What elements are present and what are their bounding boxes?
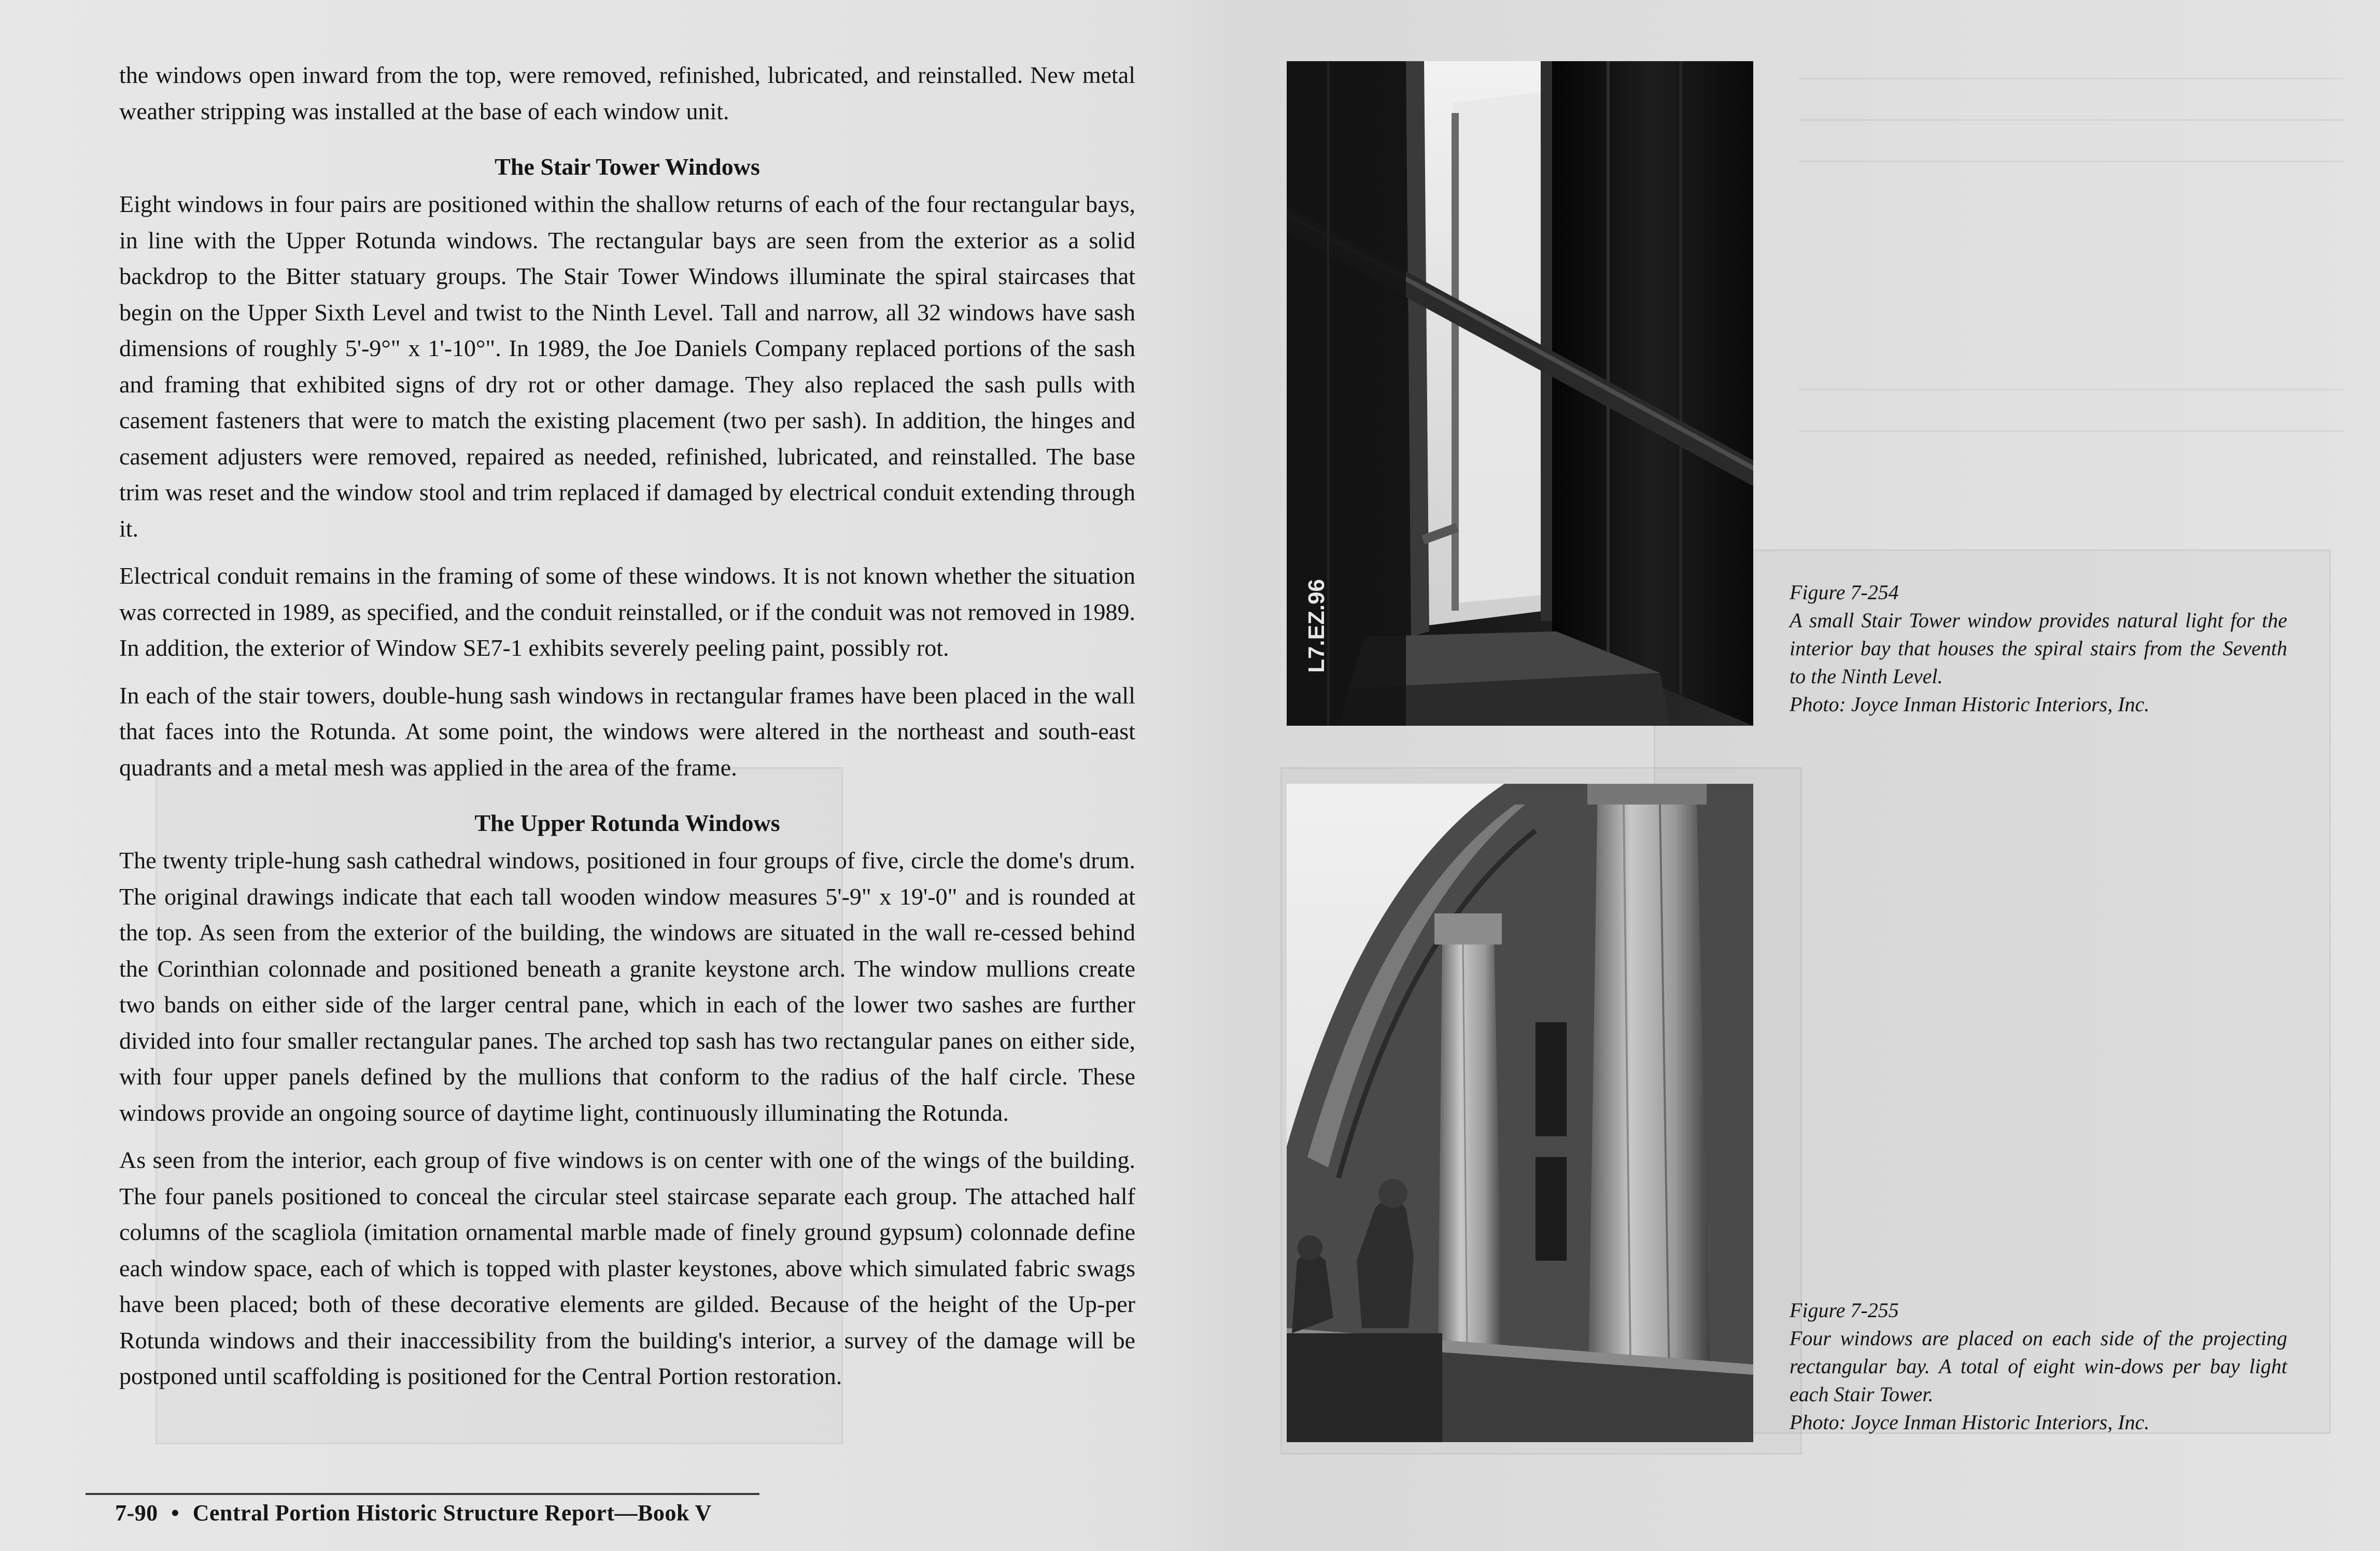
page-footer <box>115 1500 712 1526</box>
book-title: Central Portion Historic Structure Report—Book V <box>192 1500 712 1526</box>
bleed-through-shadow <box>1799 430 2343 432</box>
photo-stamp: L7.EZ.96 <box>1304 579 1329 673</box>
figure-credit: Photo: Joyce Inman Historic Interiors, Inc. <box>1790 1411 2150 1434</box>
bleed-through-shadow <box>1799 389 2343 390</box>
figure-text: A small Stair Tower window provides natural light for the interior bay that houses the spiral stairs from the Seventh to the Ninth Level. <box>1790 609 2287 688</box>
bleed-through-shadow <box>1799 161 2343 162</box>
photo-stair-window-drawing <box>1287 61 1753 726</box>
page-number: 7-90 <box>115 1500 158 1526</box>
figure-caption-7-254 <box>1790 579 2287 718</box>
paragraph: In each of the stair towers, double-hung sash windows in rectangular frames have been placed in the wall that faces into the Rotunda. At some point, the windows were altered in the northeast and south-east quadrants and a metal mesh was applied in the area of the frame. <box>119 682 1135 781</box>
figure-photo-stair-window <box>1287 61 1753 726</box>
bleed-through-shadow <box>1799 119 2343 121</box>
footer-rule <box>86 1493 759 1495</box>
figure-credit: Photo: Joyce Inman Historic Interiors, Inc. <box>1790 693 2150 716</box>
paragraph: Electrical conduit remains in the framing of some of these windows. It is not known whether the situation was corrected in 1989, as specified, and the conduit reinstalled, or if the conduit was not removed in 1989. In addition, the exterior of Window SE7-1 exhibits severely peeling paint, possibly rot. <box>119 562 1135 661</box>
figure-caption-7-255 <box>1790 1296 2287 1436</box>
paragraph: As seen from the interior, each group of five windows is on center with one of the wings of the building. The four panels positioned to conceal the circular steel staircase separate each group. The attached half columns of the scagliola (imitation ornamental marble made of finely ground gypsum) colonnade define each window space, each of which is topped with plaster keystones, above which simulated fabric swags have been placed; both of these decorative elements are gilded. Because of the height of the Up-per Rotunda windows and their inaccessibility from the building's interior, a survey of the damage will be postponed until scaffolding is positioned for the Central Portion restoration. <box>119 1147 1135 1389</box>
section-heading-upper-rotunda: The Upper Rotunda Windows <box>474 810 780 836</box>
footer-bullet: • <box>171 1500 180 1526</box>
section-heading-stair-tower: The Stair Tower Windows <box>495 153 760 180</box>
left-page-body <box>119 57 1135 1406</box>
paragraph: the windows open inward from the top, were removed, refinished, lubricated, and reinstalled. New metal weather stripping was installed at the base of each window unit. <box>119 62 1135 124</box>
bleed-through-shadow <box>1799 78 2343 79</box>
figure-photo-rotunda-colonnade <box>1287 784 1753 1442</box>
figure-text: Four windows are placed on each side of the projecting rectangular bay. A total of eight win-dows per bay light each Stair Tower. <box>1790 1327 2287 1406</box>
figure-number: Figure 7-255 <box>1790 1299 1899 1322</box>
figure-number: Figure 7-254 <box>1790 581 1899 604</box>
paragraph: Eight windows in four pairs are positioned within the shallow returns of each of the four rectangular bays, in line with the Upper Rotunda windows. The rectangular bays are seen from the exterior as a solid backdrop to the Bitter statuary groups. The Stair Tower Windows illuminate the spiral staircases that begin on the Upper Sixth Level and twist to the Ninth Level. Tall and narrow, all 32 windows have sash dimensions of roughly 5'-9°" x 1'-10°". In 1989, the Joe Daniels Company replaced portions of the sash and framing that exhibited signs of dry rot or other damage. They also replaced the sash pulls with casement fasteners that were to match the existing placement (two per sash). In addition, the hinges and casement adjusters were removed, repaired as needed, refinished, lubricated, and reinstalled. The base trim was reset and the window stool and trim replaced if damaged by electrical conduit extending through it. <box>119 191 1135 542</box>
paragraph: The twenty triple-hung sash cathedral windows, positioned in four groups of five, circle the dome's drum. The original drawings indicate that each tall wooden window measures 5'-9" x 19'-0" and is rounded at the top. As seen from the exterior of the building, the windows are situated in the wall re-cessed behind the Corinthian colonnade and positioned beneath a granite keystone arch. The window mullions create two bands on either side of the larger central pane, which in each of the lower two sashes are further divided into four smaller rectangular panes. The arched top sash has two rectangular panes on either side, with four upper panels defined by the mullions that conform to the radius of the half circle. These windows provide an ongoing source of daytime light, continuously illuminating the Rotunda. <box>119 847 1135 1126</box>
photo-rotunda-drawing <box>1287 784 1753 1442</box>
